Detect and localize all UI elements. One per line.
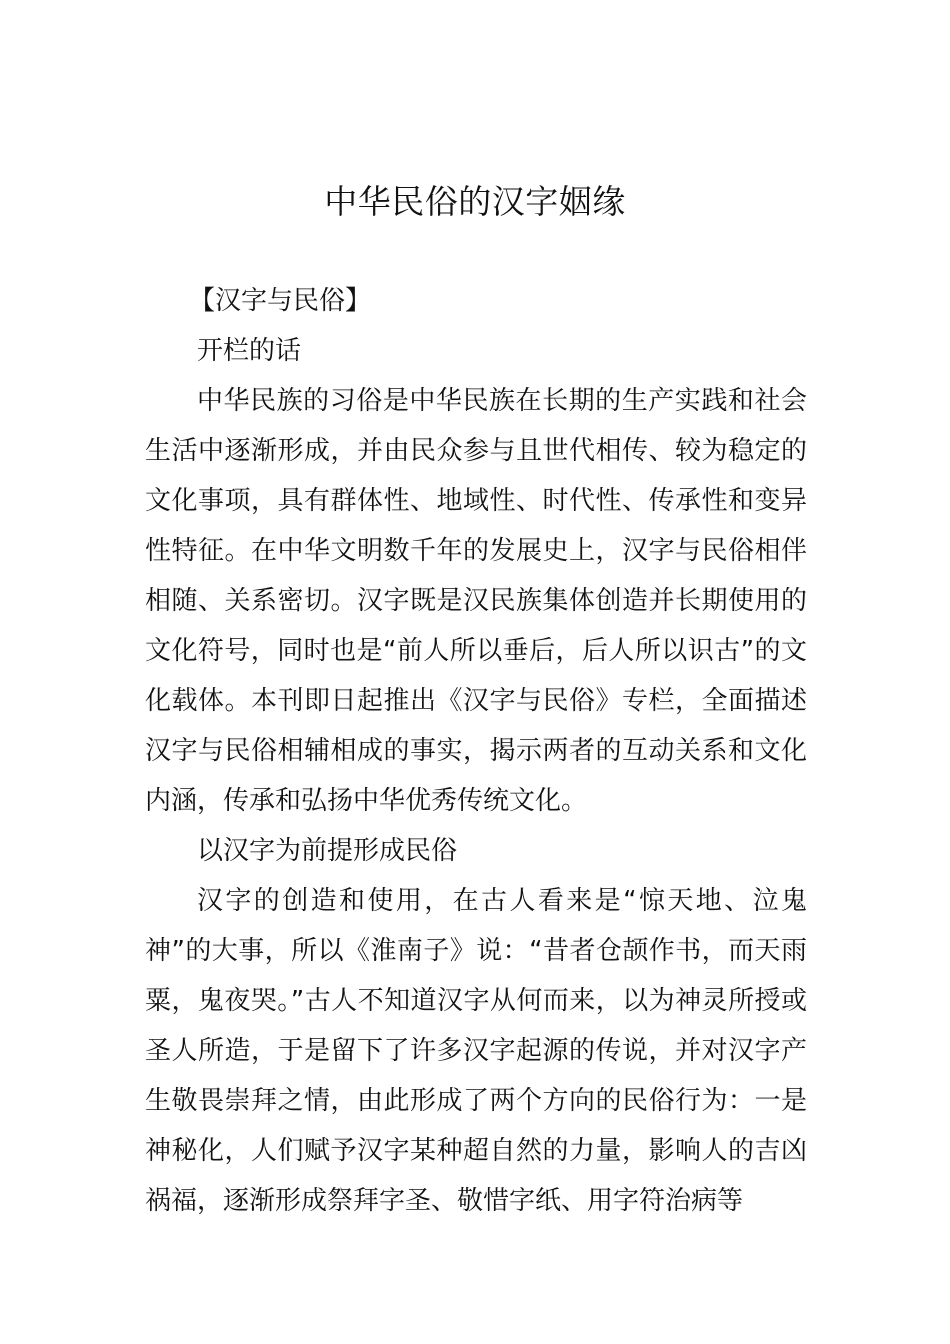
section-paragraph: 汉字的创造和使用，在古人看来是“惊天地、泣鬼神”的大事，所以《淮南子》说：“昔者仓颉作书，而天雨粟，鬼夜哭。”古人不知道汉字从何而来，以为神灵所授或圣人所造，于是留下了许多汉字起源的传说，并对汉字产生敬畏崇拜之情，由此形成了两个方向的民俗行为：一是神秘化，人们赋予汉字某种超自然的力量，影响人的吉凶祸福，逐渐形成祭拜字圣、敬惜字纸、用字符治病等	[145, 886, 807, 1216]
document-body	[145, 276, 807, 1226]
intro-paragraph: 中华民族的习俗是中华民族在长期的生产实践和社会生活中逐渐形成，并由民众参与且世代相传、较为稳定的文化事项，具有群体性、地域性、时代性、传承性和变异性特征。在中华文明数千年的发展史上，汉字与民俗相伴相随、关系密切。汉字既是汉民族集体创造并长期使用的文化符号，同时也是“前人所以垂后，后人所以识古”的文化载体。本刊即日起推出《汉字与民俗》专栏，全面描述汉字与民俗相辅相成的事实，揭示两者的互动关系和文化内涵，传承和弘扬中华优秀传统文化。	[145, 386, 807, 816]
document-title: 中华民俗的汉字姻缘	[324, 182, 626, 221]
intro-heading: 开栏的话	[197, 336, 302, 366]
section-heading: 以汉字为前提形成民俗	[197, 836, 458, 866]
column-tag: 【汉字与民俗】	[189, 286, 372, 316]
